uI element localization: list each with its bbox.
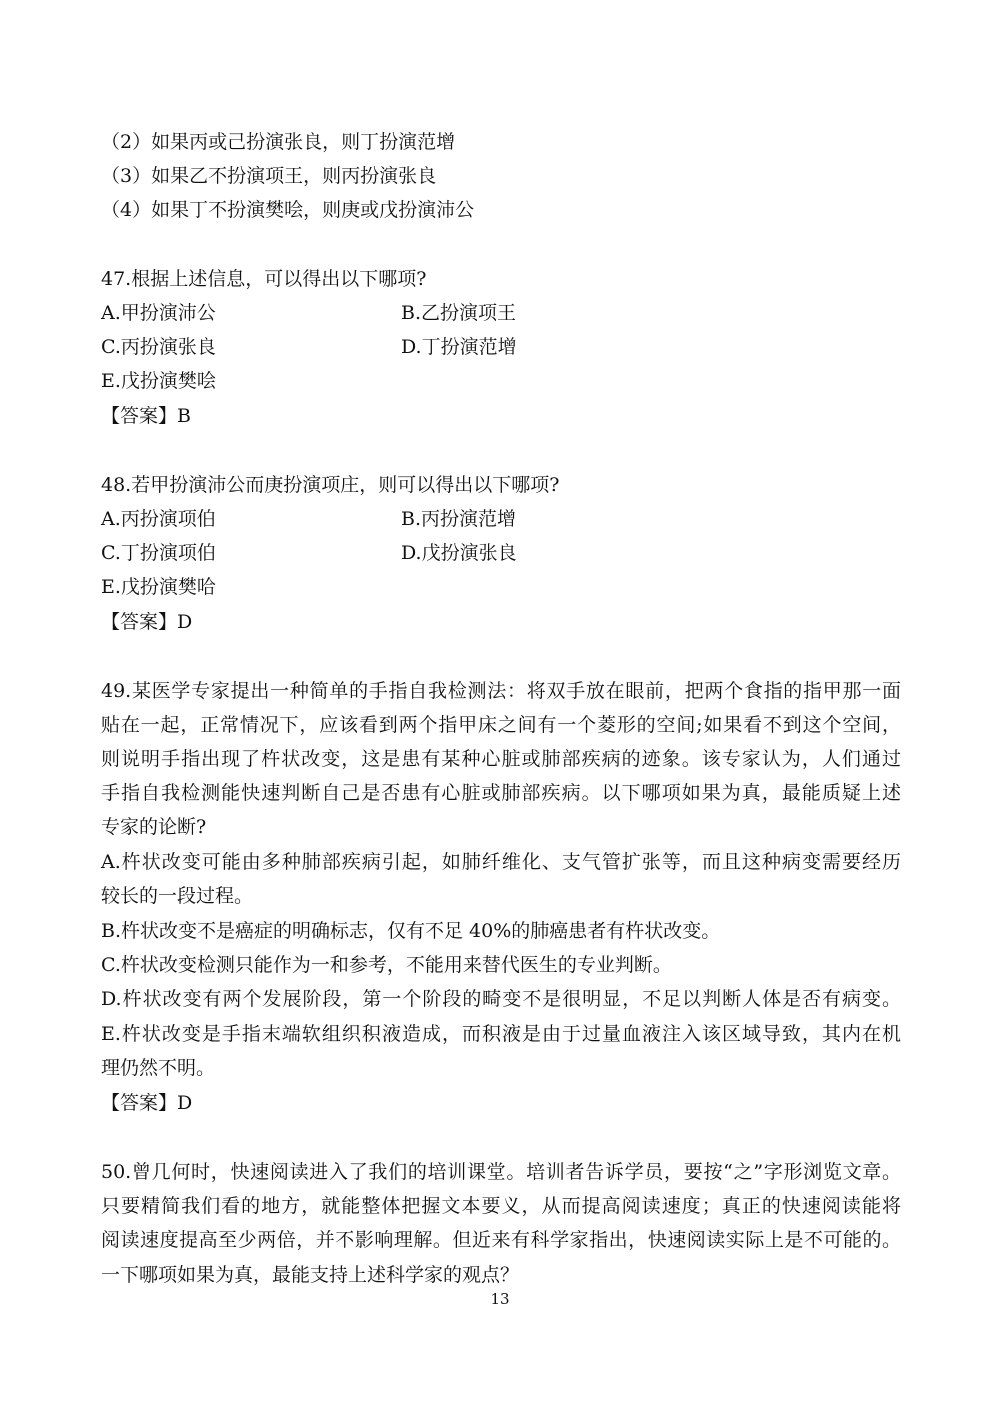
question-47-stem: 47.根据上述信息，可以得出以下哪项? — [101, 268, 427, 290]
question-47-option-b: B.乙扮演项王 — [401, 302, 517, 324]
question-48-stem: 48.若甲扮演沛公而庚扮演项庄，则可以得出以下哪项? — [101, 474, 560, 496]
question-48-option-d: D.戊扮演张良 — [401, 542, 517, 564]
question-49-stem-line: 贴在一起，正常情况下，应该看到两个指甲床之间有一个菱形的空间;如果看不到这个空间， — [101, 714, 901, 736]
question-49-option-a-cont: 较长的一段过程。 — [101, 885, 254, 907]
question-50-stem-line: 只要精简我们看的地方，就能整体把握文本要义，从而提高阅读速度；真正的快速阅读能将 — [101, 1195, 901, 1217]
question-50-stem-line: 阅读速度提高至少两倍，并不影响理解。但近来有科学家指出，快速阅读实际上是不可能的。 — [101, 1229, 901, 1251]
question-48-option-b: B.丙扮演范增 — [401, 508, 517, 530]
question-48-option-e: E.戊扮演樊哈 — [101, 576, 216, 598]
question-49-answer: 【答案】D — [101, 1092, 193, 1114]
question-47-answer: 【答案】B — [101, 405, 191, 427]
question-47-option-d: D.丁扮演范增 — [401, 336, 517, 358]
question-48-option-a: A.丙扮演项伯 — [101, 508, 216, 530]
question-49-option-e: E.杵状改变是手指末端软组织积液造成，而积液是由于过量血液注入该区域导致，其内在机 — [101, 1023, 901, 1045]
condition-4: （4）如果丁不扮演樊哙，则庚或戊扮演沛公 — [101, 199, 475, 221]
question-49-stem-line: 专家的论断? — [101, 816, 207, 838]
question-49-stem-line: 49.某医学专家提出一种简单的手指自我检测法：将双手放在眼前，把两个食指的指甲那一面 — [101, 680, 901, 702]
question-49-option-e-cont: 理仍然不明。 — [101, 1057, 216, 1079]
question-48-option-c: C.丁扮演项伯 — [101, 542, 216, 564]
question-49-option-c: C.杵状改变检测只能作为一和参考，不能用来替代医生的专业判断。 — [101, 954, 672, 976]
question-49-option-b: B.杵状改变不是癌症的明确标志，仅有不足 40%的肺癌患者有杵状改变。 — [101, 920, 721, 942]
question-50-stem-line: 50.曾几何时，快速阅读进入了我们的培训课堂。培训者告诉学员，要按“之”字形浏览文章。 — [101, 1161, 901, 1183]
question-47-option-a: A.甲扮演沛公 — [101, 302, 216, 324]
question-47-option-c: C.丙扮演张良 — [101, 336, 216, 358]
question-50-stem-line: 一下哪项如果为真，最能支持上述科学家的观点？ — [101, 1264, 520, 1286]
question-49-option-a: A.杵状改变可能由多种肺部疾病引起，如肺纤维化、支气管扩张等，而且这种病变需要经历 — [101, 851, 901, 873]
question-49-stem-line: 手指自我检测能快速判断自己是否患有心脏或肺部疾病。以下哪项如果为真，最能质疑上述 — [101, 782, 901, 804]
question-49-stem-line: 则说明手指出现了杵状改变，这是患有某种心脏或肺部疾病的迹象。该专家认为，人们通过 — [101, 748, 901, 770]
condition-2: （2）如果丙或己扮演张良，则丁扮演范增 — [101, 131, 456, 153]
question-48-answer: 【答案】D — [101, 611, 193, 633]
question-49-option-d: D.杵状改变有两个发展阶段，第一个阶段的畸变不是很明显，不足以判断人体是否有病变。 — [101, 988, 901, 1010]
condition-3: （3）如果乙不扮演项王，则丙扮演张良 — [101, 165, 437, 187]
page-number: 13 — [490, 1290, 510, 1308]
question-47-option-e: E.戊扮演樊哙 — [101, 370, 216, 392]
